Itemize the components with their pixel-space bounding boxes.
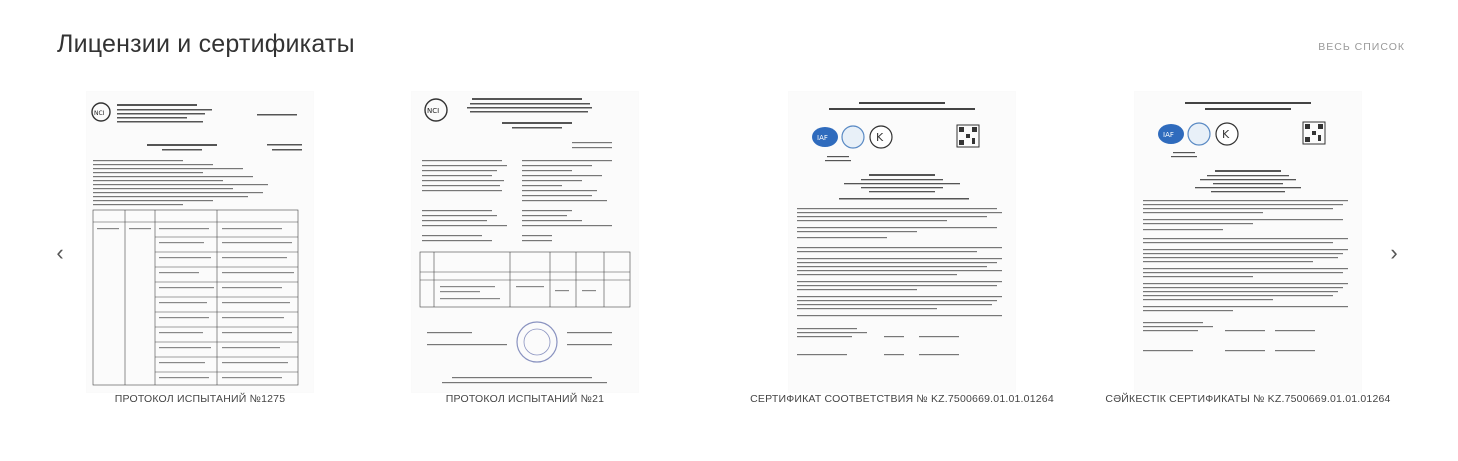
card-caption: СӘЙКЕСТІК СЕРТИФИКАТЫ № KZ.7500669.01.01.01264 xyxy=(1105,393,1391,405)
svg-text:IAF: IAF xyxy=(1163,131,1174,139)
card-caption: СЕРТИФИКАТ СООТВЕТСТВИЯ № KZ.7500669.01.01.01264 xyxy=(750,393,1054,405)
svg-text:NCI: NCI xyxy=(427,107,440,115)
chevron-right-icon[interactable]: › xyxy=(1390,240,1398,265)
certificate-card-protocol-21[interactable] xyxy=(365,82,685,412)
card-caption: ПРОТОКОЛ ИСПЫТАНИЙ №1275 xyxy=(114,393,286,405)
section-title: Лицензии и сертификаты xyxy=(57,30,355,58)
document-thumbnail xyxy=(1135,92,1361,392)
svg-text:NCI: NCI xyxy=(94,110,105,117)
document-thumbnail xyxy=(412,92,638,392)
document-thumbnail xyxy=(789,92,1015,392)
certificate-card-conformity-ru[interactable] xyxy=(742,82,1062,412)
svg-text:K: K xyxy=(1222,128,1230,141)
certificate-card-conformity-kz[interactable] xyxy=(1088,82,1408,412)
svg-text:IAF: IAF xyxy=(817,134,828,142)
chevron-left-icon[interactable]: ‹ xyxy=(56,240,64,265)
certificate-card-protocol-1275[interactable] xyxy=(40,82,360,412)
svg-text:K: K xyxy=(876,131,884,144)
document-thumbnail xyxy=(87,92,313,392)
card-caption: ПРОТОКОЛ ИСПЫТАНИЙ №21 xyxy=(445,393,605,405)
view-all-link[interactable]: ВЕСЬ СПИСОК xyxy=(1318,41,1405,53)
